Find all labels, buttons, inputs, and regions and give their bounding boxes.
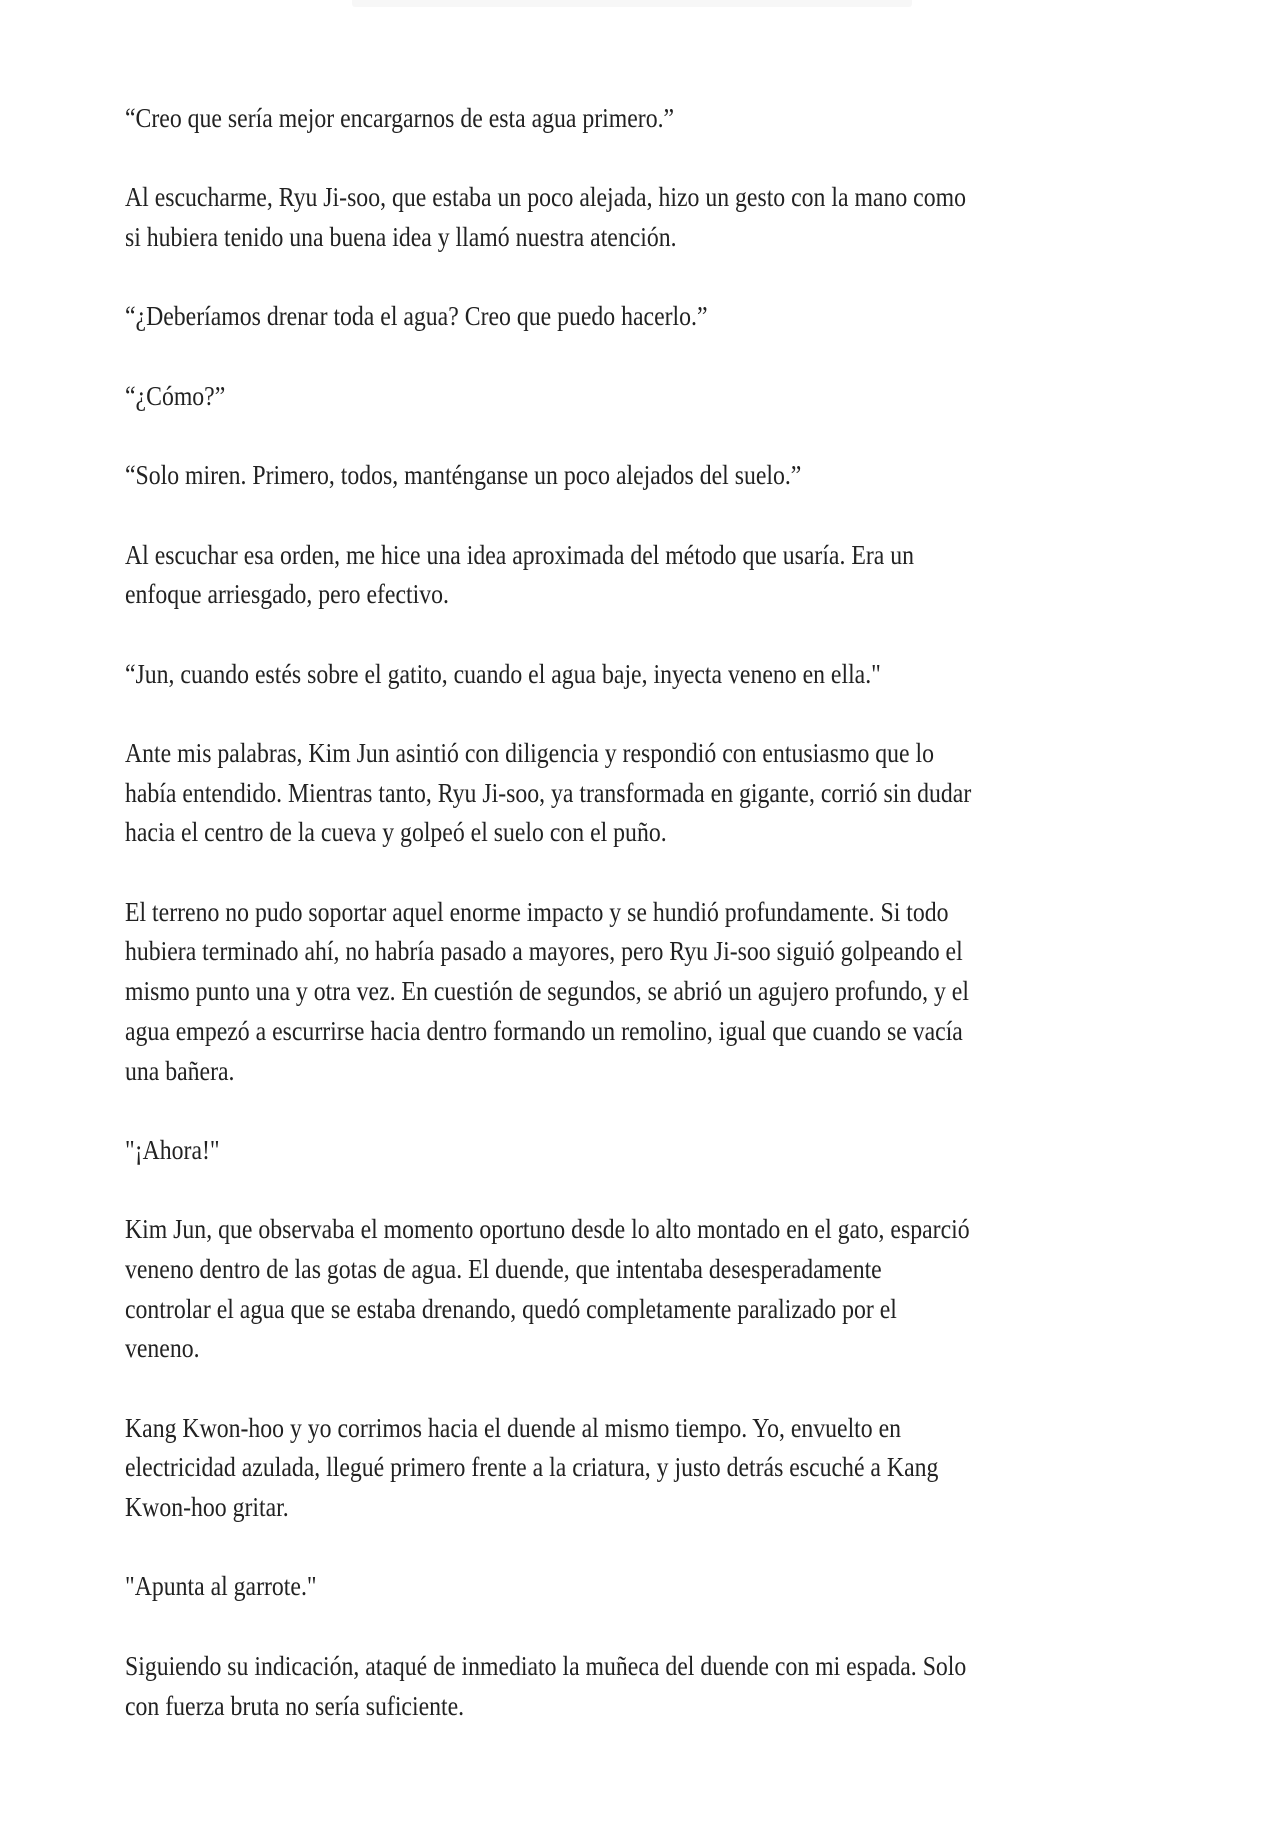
- text-line: Al escucharme, Ryu Ji-soo, que estaba un poco alejada, hizo un gesto con la mano como: [125, 182, 966, 213]
- paragraph: [125, 734, 1225, 853]
- text-line: enfoque arriesgado, pero efectivo.: [125, 579, 449, 610]
- text-line: veneno dentro de las gotas de agua. El duende, que intentaba desesperadamente: [125, 1253, 882, 1284]
- text-line: si hubiera tenido una buena idea y llamó nuestra atención.: [125, 222, 677, 253]
- text-line: Kim Jun, que observaba el momento oportuno desde lo alto montado en el gato, esparció: [125, 1214, 970, 1245]
- text-line: Al escuchar esa orden, me hice una idea aproximada del método que usaría. Era un: [125, 539, 915, 570]
- paragraph: [125, 297, 1225, 337]
- paragraph: [125, 536, 1225, 615]
- paragraph: [125, 655, 1225, 695]
- text-line: controlar el agua que se estaba drenando, quedó completamente paralizado por el: [125, 1293, 897, 1324]
- text-line: mismo punto una y otra vez. En cuestión de segundos, se abrió un agujero profundo, y el: [125, 976, 969, 1007]
- paragraph: [125, 1131, 1225, 1171]
- paragraph: [125, 99, 1225, 139]
- text-line: Kang Kwon-hoo y yo corrimos hacia el duende al mismo tiempo. Yo, envuelto en: [125, 1412, 902, 1443]
- text-line: “¿Cómo?”: [125, 380, 226, 411]
- text-line: hacia el centro de la cueva y golpeó el suelo con el puño.: [125, 817, 667, 848]
- paragraph: [125, 1210, 1225, 1369]
- text-line: “Creo que sería mejor encargarnos de esta agua primero.”: [125, 103, 675, 133]
- paragraph: [125, 1409, 1225, 1528]
- text-line: "Apunta al garrote.": [125, 1571, 317, 1602]
- paragraph: [125, 1647, 1225, 1726]
- text-line: “¿Deberíamos drenar toda el agua? Creo que puedo hacerlo.”: [125, 301, 708, 332]
- text-line: “Jun, cuando estés sobre el gatito, cuando el agua baje, inyecta veneno en ella.": [125, 658, 881, 689]
- text-line: agua empezó a escurrirse hacia dentro formando un remolino, igual que cuando se vacía: [125, 1015, 963, 1046]
- text-line: con fuerza bruta no sería suficiente.: [125, 1690, 465, 1721]
- text-line: veneno.: [125, 1333, 200, 1364]
- text-line: "¡Ahora!": [125, 1134, 220, 1165]
- text-line: había entendido. Mientras tanto, Ryu Ji-soo, ya transformada en gigante, corrió sin dudar: [125, 777, 972, 808]
- text-line: electricidad azulada, llegué primero frente a la criatura, y justo detrás escuché a Kang: [125, 1452, 939, 1483]
- paragraph: [125, 178, 1225, 257]
- text-line: una bañera.: [125, 1055, 235, 1086]
- text-line: Siguiendo su indicación, ataqué de inmediato la muñeca del duende con mi espada. Solo: [125, 1650, 967, 1681]
- text-line: El terreno no pudo soportar aquel enorme impacto y se hundió profundamente. Si todo: [125, 896, 949, 927]
- top-edge-bar: [352, 0, 912, 7]
- text-line: hubiera terminado ahí, no habría pasado a mayores, pero Ryu Ji-soo siguió golpeando el: [125, 936, 963, 967]
- text-line: Ante mis palabras, Kim Jun asintió con diligencia y respondió con entusiasmo que lo: [125, 738, 935, 768]
- paragraph: [125, 456, 1225, 496]
- text-line: Kwon-hoo gritar.: [125, 1492, 289, 1523]
- document-body: [125, 99, 1225, 1766]
- text-line: “Solo miren. Primero, todos, manténganse un poco alejados del suelo.”: [125, 460, 802, 491]
- paragraph: [125, 893, 1225, 1091]
- paragraph: [125, 1567, 1225, 1607]
- paragraph: [125, 377, 1225, 417]
